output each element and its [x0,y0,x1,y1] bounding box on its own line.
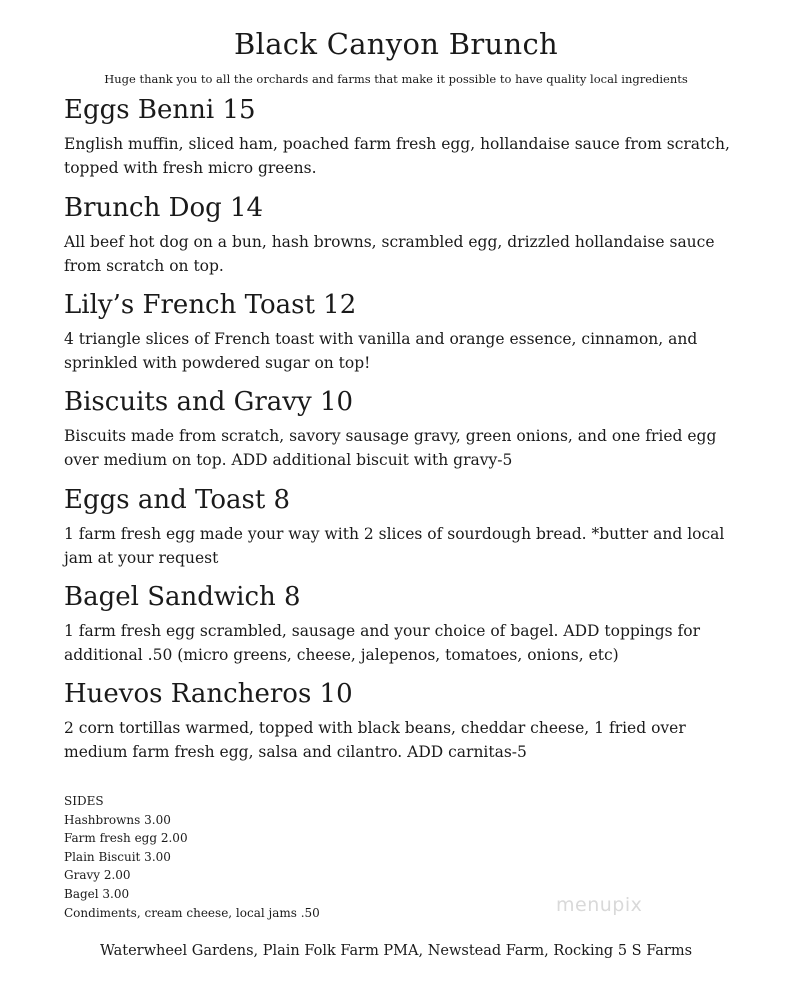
menu-item-biscuits-gravy [64,386,754,472]
sides-list [64,792,464,922]
side-item: Plain Biscuit 3.00 [64,849,171,864]
item-name: Lily’s French Toast 12 [64,290,357,320]
side-item: Hashbrowns 3.00 [64,812,171,827]
sides-heading: SIDES [64,794,104,808]
farms-footer: Waterwheel Gardens, Plain Folk Farm PMA, Newstead Farm, Rocking 5 S Farms [99,943,693,959]
item-description: 1 farm fresh egg scrambled, sausage and your choice of bagel. ADD toppings for additional .50 (micro greens, cheese, jalepenos, tomatoes, onions, etc) [64,622,701,664]
item-description: 4 triangle slices of French toast with vanilla and orange essence, cinnamon, and sprinkled with powdered sugar on top! [64,330,698,372]
item-name: Eggs Benni 15 [64,95,256,125]
menupix-watermark: menupix [556,894,643,916]
item-name: Biscuits and Gravy 10 [64,387,354,417]
menu-item-french-toast [64,289,754,375]
item-name: Brunch Dog 14 [64,193,264,223]
side-item: Bagel 3.00 [64,886,130,901]
menu-subtitle: Huge thank you to all the orchards and farms that make it possible to have quality local ingredients [104,72,688,86]
item-description: Biscuits made from scratch, savory sausage gravy, green onions, and one fried egg over medium on top. ADD additional biscuit with gravy-5 [64,427,717,469]
item-name: Bagel Sandwich 8 [64,582,301,612]
item-name: Eggs and Toast 8 [64,485,291,515]
item-name: Huevos Rancheros 10 [64,679,353,709]
side-item: Condiments, cream cheese, local jams .50 [64,905,320,920]
menu-item-eggs-toast [64,484,754,570]
side-item: Farm fresh egg 2.00 [64,831,188,846]
menu-item-bagel-sandwich [64,581,754,667]
item-description: 2 corn tortillas warmed, topped with black beans, cheddar cheese, 1 fried over medium farm fresh egg, salsa and cilantro. ADD carnitas-5 [64,719,686,761]
menu-item-eggs-benni [64,94,754,180]
menu-item-huevos-rancheros [64,678,754,764]
item-description: English muffin, sliced ham, poached farm fresh egg, hollandaise sauce from scratch, topped with fresh micro greens. [64,135,730,177]
menu-item-brunch-dog [64,192,754,278]
item-description: 1 farm fresh egg made your way with 2 slices of sourdough bread. *butter and local jam at your request [64,525,725,567]
side-item: Gravy 2.00 [64,868,131,883]
item-description: All beef hot dog on a bun, hash browns, scrambled egg, drizzled hollandaise sauce from scratch on top. [64,233,715,275]
menu-title: Black Canyon Brunch [234,27,558,61]
